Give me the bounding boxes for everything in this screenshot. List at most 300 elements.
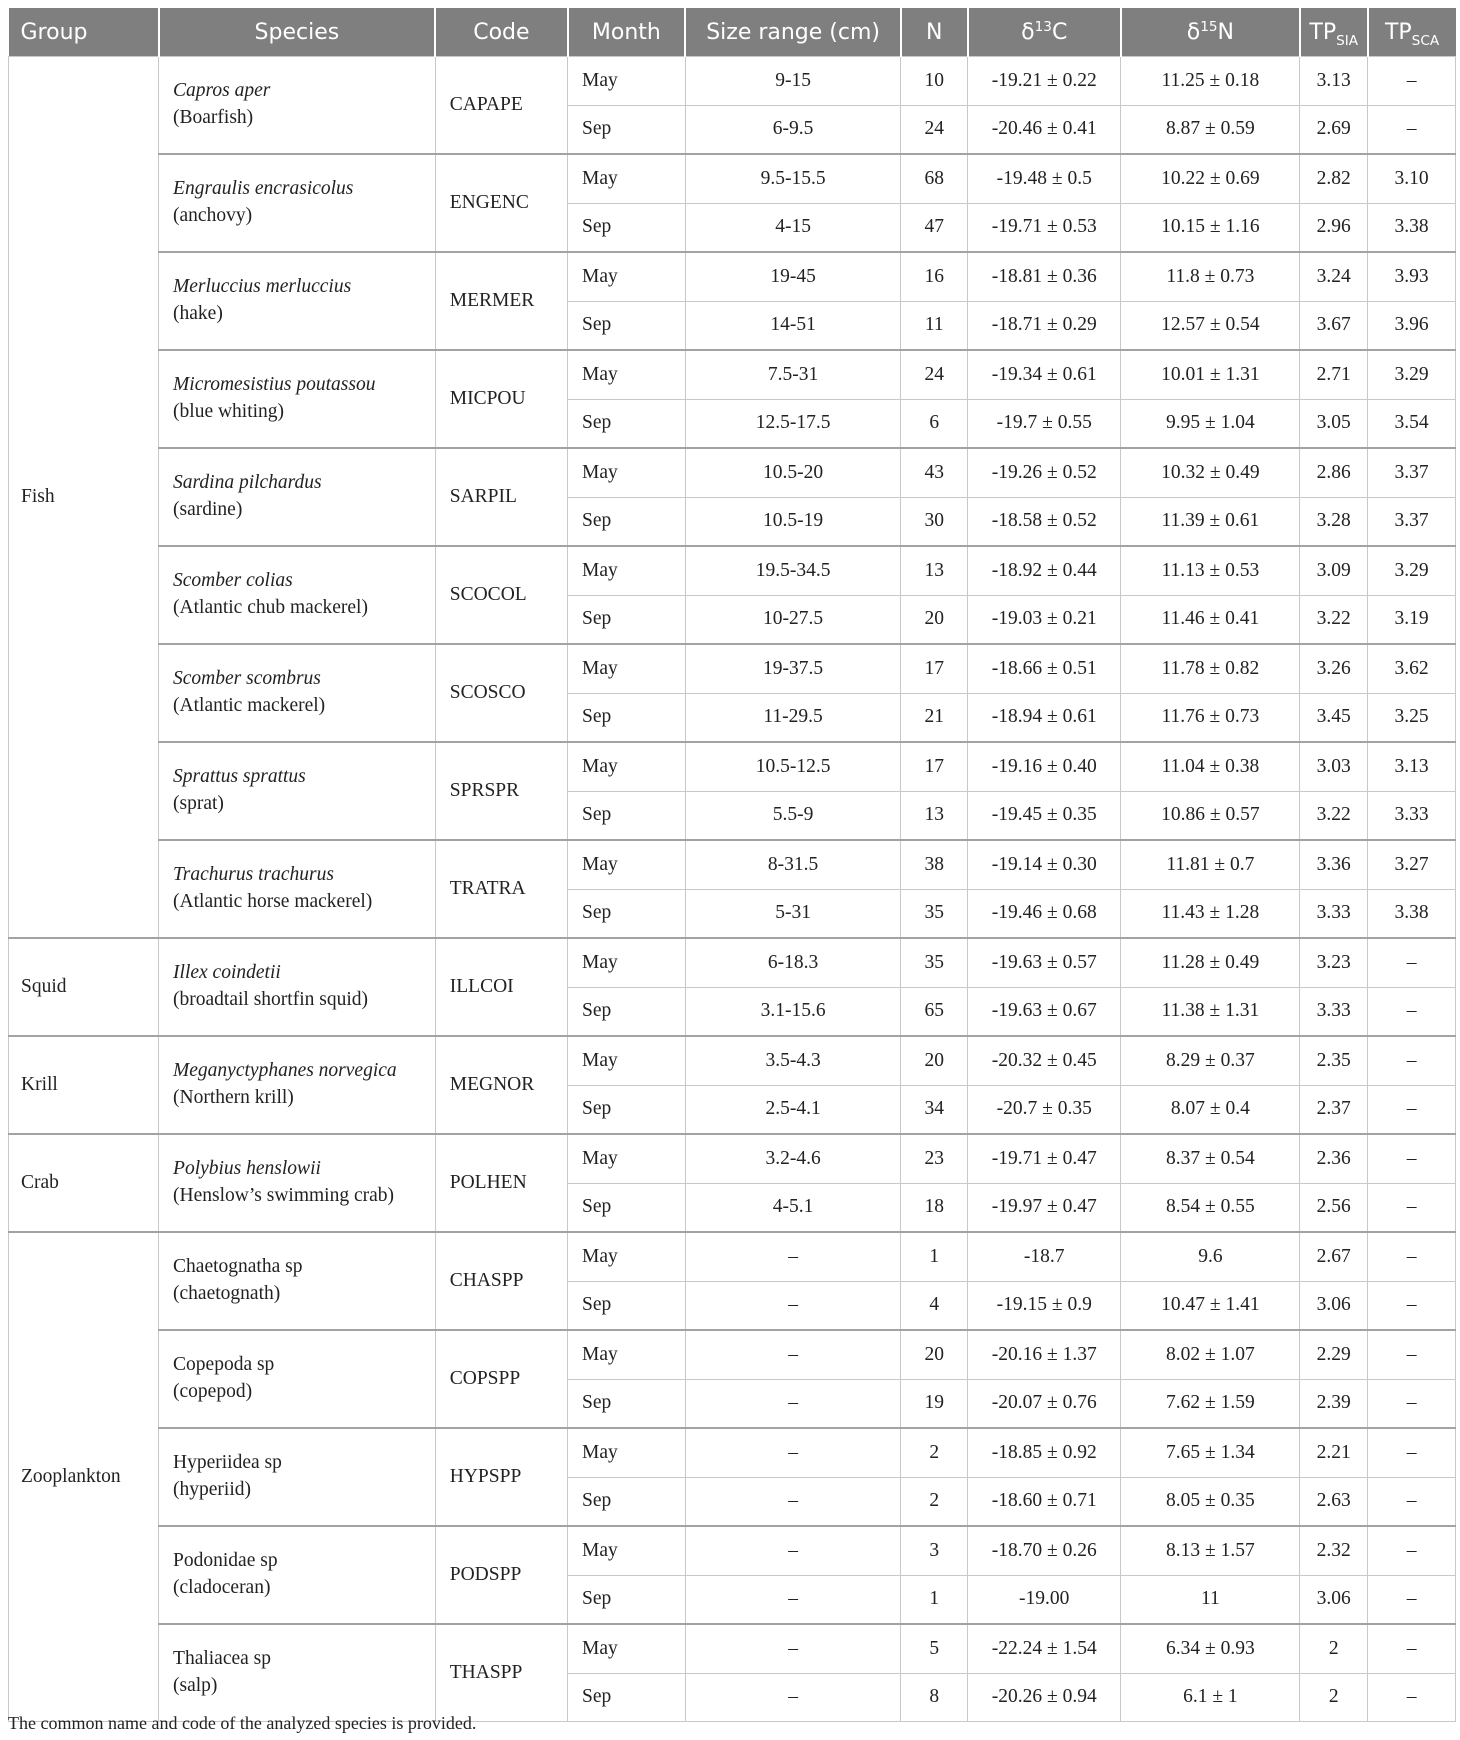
species-cell [159, 57, 436, 155]
tp-sca-cell: – [1368, 1379, 1456, 1428]
tp-sia-cell: 2.37 [1300, 1085, 1368, 1134]
tp-sca-cell: 3.25 [1368, 693, 1456, 742]
d15n-cell: 11.25 ± 0.18 [1121, 57, 1300, 106]
header-code: Code [435, 8, 567, 57]
species-scientific-name: Merluccius merluccius [173, 276, 352, 298]
month-cell: Sep [568, 399, 686, 448]
species-cell [159, 644, 436, 742]
size-range-cell: – [685, 1379, 901, 1428]
n-cell: 24 [901, 350, 968, 399]
tp-sia-cell: 3.23 [1300, 938, 1368, 987]
tp-sia-cell: 3.26 [1300, 644, 1368, 693]
header-d13c: $\delta^{13}C$ [968, 8, 1121, 57]
species-cell [159, 1428, 436, 1526]
d13c-cell: -19.14 ± 0.30 [968, 840, 1121, 889]
size-range-cell: 19-45 [685, 252, 901, 301]
code-cell: MERMER [435, 252, 567, 350]
n-cell: 35 [901, 889, 968, 938]
tp-sca-cell: – [1368, 1526, 1456, 1575]
species-cell [159, 154, 436, 252]
size-range-cell: 3.1-15.6 [685, 987, 901, 1036]
tp-sca-cell: 3.29 [1368, 350, 1456, 399]
month-cell: Sep [568, 1183, 686, 1232]
d15n-cell: 11.43 ± 1.28 [1121, 889, 1300, 938]
tp-sia-cell: 2.96 [1300, 203, 1368, 252]
d15n-cell: 11.46 ± 0.41 [1121, 595, 1300, 644]
code-cell: SCOSCO [435, 644, 567, 742]
code-cell: PODSPP [435, 1526, 567, 1624]
d15n-cell: 8.05 ± 0.35 [1121, 1477, 1300, 1526]
month-cell: May [568, 350, 686, 399]
header-tp-sia: $TP_{SIA}$ [1300, 8, 1368, 57]
tp-sia-cell: 3.06 [1300, 1575, 1368, 1624]
d15n-cell: 11.13 ± 0.53 [1121, 546, 1300, 595]
d13c-cell: -19.48 ± 0.5 [968, 154, 1121, 203]
tp-sia-cell: 2.39 [1300, 1379, 1368, 1428]
species-cell [159, 1526, 436, 1624]
tp-sca-cell: 3.37 [1368, 497, 1456, 546]
species-cell [159, 938, 436, 1036]
month-cell: May [568, 644, 686, 693]
species-scientific-name: Podonidae sp [173, 1550, 278, 1572]
d15n-cell: 8.07 ± 0.4 [1121, 1085, 1300, 1134]
species-scientific-name: Polybius henslowii [173, 1158, 321, 1180]
size-range-cell: 5-31 [685, 889, 901, 938]
d13c-cell: -22.24 ± 1.54 [968, 1624, 1121, 1673]
species-scientific-name: Capros aper [173, 80, 271, 102]
group-cell: Crab [9, 1134, 159, 1232]
species-cell [159, 840, 436, 938]
species-scientific-name: Copepoda sp [173, 1354, 275, 1376]
species-common-name: (hyperiid) [173, 1479, 252, 1500]
size-range-cell: 19-37.5 [685, 644, 901, 693]
tp-sia-cell: 2.56 [1300, 1183, 1368, 1232]
size-range-cell: 2.5-4.1 [685, 1085, 901, 1134]
species-cell [159, 546, 436, 644]
species-scientific-name: Scomber colias [173, 570, 293, 592]
d13c-cell: -19.46 ± 0.68 [968, 889, 1121, 938]
month-cell: May [568, 1232, 686, 1281]
size-range-cell: 10.5-19 [685, 497, 901, 546]
n-cell: 23 [901, 1134, 968, 1183]
size-range-cell: 9.5-15.5 [685, 154, 901, 203]
d15n-cell: 11.39 ± 0.61 [1121, 497, 1300, 546]
group-cell: Zooplankton [9, 1232, 159, 1722]
tp-sca-cell: 3.10 [1368, 154, 1456, 203]
table-row [9, 350, 1456, 399]
tp-sca-cell: 3.93 [1368, 252, 1456, 301]
species-common-name: (hake) [173, 303, 223, 324]
tp-sca-cell: – [1368, 938, 1456, 987]
species-scientific-name: Meganyctyphanes norvegica [173, 1060, 397, 1082]
d15n-cell: 9.6 [1121, 1232, 1300, 1281]
d13c-cell: -19.34 ± 0.61 [968, 350, 1121, 399]
n-cell: 20 [901, 1330, 968, 1379]
month-cell: Sep [568, 987, 686, 1036]
d13c-cell: -18.70 ± 0.26 [968, 1526, 1121, 1575]
tp-sca-cell: 3.29 [1368, 546, 1456, 595]
tp-sia-cell: 2.32 [1300, 1526, 1368, 1575]
species-cell [159, 742, 436, 840]
tp-sia-cell: 2.21 [1300, 1428, 1368, 1477]
d13c-cell: -19.97 ± 0.47 [968, 1183, 1121, 1232]
d15n-cell: 11 [1121, 1575, 1300, 1624]
table-row [9, 1134, 1456, 1183]
tp-sca-cell: 3.96 [1368, 301, 1456, 350]
tp-sca-cell: – [1368, 1232, 1456, 1281]
species-common-name: (Atlantic mackerel) [173, 695, 326, 716]
month-cell: Sep [568, 203, 686, 252]
tp-sca-cell: – [1368, 57, 1456, 106]
tp-sca-cell: – [1368, 1673, 1456, 1722]
tp-sca-cell: – [1368, 1281, 1456, 1330]
tp-sia-cell: 2.35 [1300, 1036, 1368, 1085]
d15n-cell: 8.02 ± 1.07 [1121, 1330, 1300, 1379]
month-cell: May [568, 546, 686, 595]
n-cell: 4 [901, 1281, 968, 1330]
month-cell: Sep [568, 1575, 686, 1624]
table-footnote: The common name and code of the analyzed species is provided. [8, 1713, 477, 1733]
size-range-cell: – [685, 1330, 901, 1379]
size-range-cell: 10.5-20 [685, 448, 901, 497]
code-cell: HYPSPP [435, 1428, 567, 1526]
table-row [9, 840, 1456, 889]
tp-sca-cell: 3.13 [1368, 742, 1456, 791]
species-scientific-name: Chaetognatha sp [173, 1256, 303, 1278]
species-common-name: (sprat) [173, 793, 224, 814]
size-range-cell: 10.5-12.5 [685, 742, 901, 791]
tp-sia-cell: 2.67 [1300, 1232, 1368, 1281]
code-cell: SARPIL [435, 448, 567, 546]
d13c-cell: -19.16 ± 0.40 [968, 742, 1121, 791]
tp-sia-cell: 3.03 [1300, 742, 1368, 791]
tp-sia-cell: 2.29 [1300, 1330, 1368, 1379]
d13c-cell: -19.71 ± 0.53 [968, 203, 1121, 252]
d13c-cell: -18.94 ± 0.61 [968, 693, 1121, 742]
size-range-cell: 3.2-4.6 [685, 1134, 901, 1183]
size-range-cell: – [685, 1624, 901, 1673]
table-row [9, 1526, 1456, 1575]
table-row [9, 154, 1456, 203]
size-range-cell: – [685, 1526, 901, 1575]
month-cell: May [568, 57, 686, 106]
size-range-cell: – [685, 1575, 901, 1624]
header-size-range: Size range (cm) [685, 8, 901, 57]
size-range-cell: – [685, 1428, 901, 1477]
d15n-cell: 11.8 ± 0.73 [1121, 252, 1300, 301]
species-scientific-name: Thaliacea sp [173, 1648, 272, 1670]
d15n-cell: 11.81 ± 0.7 [1121, 840, 1300, 889]
d13c-cell: -18.92 ± 0.44 [968, 546, 1121, 595]
d13c-cell: -18.81 ± 0.36 [968, 252, 1121, 301]
species-scientific-name: Trachurus trachurus [173, 864, 334, 886]
tp-sca-cell: – [1368, 105, 1456, 154]
n-cell: 13 [901, 791, 968, 840]
d13c-cell: -18.60 ± 0.71 [968, 1477, 1121, 1526]
d13c-cell: -19.21 ± 0.22 [968, 57, 1121, 106]
size-range-cell: – [685, 1281, 901, 1330]
month-cell: Sep [568, 1477, 686, 1526]
species-common-name: (Northern krill) [173, 1087, 294, 1108]
d13c-cell: -18.66 ± 0.51 [968, 644, 1121, 693]
tp-sia-cell: 3.33 [1300, 889, 1368, 938]
code-cell: ILLCOI [435, 938, 567, 1036]
species-cell [159, 1134, 436, 1232]
species-scientific-name: Sprattus sprattus [173, 766, 306, 788]
d13c-cell: -19.63 ± 0.57 [968, 938, 1121, 987]
d15n-cell: 8.29 ± 0.37 [1121, 1036, 1300, 1085]
d15n-cell: 7.62 ± 1.59 [1121, 1379, 1300, 1428]
table-row [9, 742, 1456, 791]
species-common-name: (anchovy) [173, 205, 253, 226]
month-cell: May [568, 1526, 686, 1575]
species-cell [159, 1232, 436, 1330]
tp-sia-cell: 2.69 [1300, 105, 1368, 154]
d13c-cell: -20.46 ± 0.41 [968, 105, 1121, 154]
d15n-cell: 8.13 ± 1.57 [1121, 1526, 1300, 1575]
month-cell: May [568, 448, 686, 497]
tp-sca-cell: – [1368, 987, 1456, 1036]
code-cell: CAPAPE [435, 57, 567, 155]
month-cell: Sep [568, 1673, 686, 1722]
header-n: N [901, 8, 968, 57]
n-cell: 8 [901, 1673, 968, 1722]
tp-sca-cell: – [1368, 1477, 1456, 1526]
size-range-cell: 7.5-31 [685, 350, 901, 399]
code-cell: MICPOU [435, 350, 567, 448]
d13c-cell: -18.7 [968, 1232, 1121, 1281]
species-cell [159, 448, 436, 546]
n-cell: 2 [901, 1428, 968, 1477]
species-cell [159, 1624, 436, 1722]
n-cell: 1 [901, 1232, 968, 1281]
n-cell: 19 [901, 1379, 968, 1428]
month-cell: May [568, 1134, 686, 1183]
code-cell: POLHEN [435, 1134, 567, 1232]
month-cell: May [568, 742, 686, 791]
tp-sca-cell: 3.38 [1368, 889, 1456, 938]
n-cell: 10 [901, 57, 968, 106]
n-cell: 5 [901, 1624, 968, 1673]
month-cell: Sep [568, 791, 686, 840]
species-common-name: (sardine) [173, 499, 243, 520]
tp-sia-cell: 2.82 [1300, 154, 1368, 203]
species-common-name: (blue whiting) [173, 401, 285, 422]
size-range-cell: 8-31.5 [685, 840, 901, 889]
tp-sca-cell: – [1368, 1624, 1456, 1673]
d13c-cell: -19.45 ± 0.35 [968, 791, 1121, 840]
header-d15n: $\delta^{15}N$ [1121, 8, 1300, 57]
size-range-cell: – [685, 1673, 901, 1722]
month-cell: Sep [568, 497, 686, 546]
n-cell: 2 [901, 1477, 968, 1526]
d15n-cell: 10.01 ± 1.31 [1121, 350, 1300, 399]
code-cell: ENGENC [435, 154, 567, 252]
group-cell: Squid [9, 938, 159, 1036]
species-common-name: (cladoceran) [173, 1577, 271, 1598]
tp-sca-cell: – [1368, 1428, 1456, 1477]
n-cell: 1 [901, 1575, 968, 1624]
species-common-name: (Henslow’s swimming crab) [173, 1185, 394, 1206]
month-cell: May [568, 154, 686, 203]
size-range-cell: 4-5.1 [685, 1183, 901, 1232]
d15n-cell: 11.04 ± 0.38 [1121, 742, 1300, 791]
d15n-cell: 7.65 ± 1.34 [1121, 1428, 1300, 1477]
n-cell: 43 [901, 448, 968, 497]
d13c-cell: -20.7 ± 0.35 [968, 1085, 1121, 1134]
d15n-cell: 10.86 ± 0.57 [1121, 791, 1300, 840]
n-cell: 16 [901, 252, 968, 301]
d15n-cell: 9.95 ± 1.04 [1121, 399, 1300, 448]
size-range-cell: 6-18.3 [685, 938, 901, 987]
tp-sia-cell: 3.09 [1300, 546, 1368, 595]
tp-sia-cell: 3.06 [1300, 1281, 1368, 1330]
d15n-cell: 11.28 ± 0.49 [1121, 938, 1300, 987]
tp-sia-cell: 2 [1300, 1624, 1368, 1673]
d13c-cell: -20.26 ± 0.94 [968, 1673, 1121, 1722]
tp-sca-cell: – [1368, 1134, 1456, 1183]
table-row [9, 57, 1456, 106]
n-cell: 35 [901, 938, 968, 987]
size-range-cell: 9-15 [685, 57, 901, 106]
n-cell: 38 [901, 840, 968, 889]
code-cell: CHASPP [435, 1232, 567, 1330]
size-range-cell: 4-15 [685, 203, 901, 252]
tp-sia-cell: 3.45 [1300, 693, 1368, 742]
month-cell: May [568, 1428, 686, 1477]
n-cell: 6 [901, 399, 968, 448]
size-range-cell: 6-9.5 [685, 105, 901, 154]
group-cell: Fish [9, 57, 159, 939]
table-body [9, 57, 1456, 1722]
month-cell: Sep [568, 1281, 686, 1330]
n-cell: 68 [901, 154, 968, 203]
tp-sia-cell: 2 [1300, 1673, 1368, 1722]
table-row [9, 938, 1456, 987]
month-cell: Sep [568, 105, 686, 154]
code-cell: COPSPP [435, 1330, 567, 1428]
code-cell: THASPP [435, 1624, 567, 1722]
tp-sca-cell: 3.37 [1368, 448, 1456, 497]
n-cell: 47 [901, 203, 968, 252]
species-table-container [8, 8, 1456, 1722]
tp-sia-cell: 2.71 [1300, 350, 1368, 399]
size-range-cell: 5.5-9 [685, 791, 901, 840]
tp-sia-cell: 2.63 [1300, 1477, 1368, 1526]
size-range-cell: 10-27.5 [685, 595, 901, 644]
tp-sca-cell: – [1368, 1085, 1456, 1134]
n-cell: 21 [901, 693, 968, 742]
d13c-cell: -18.85 ± 0.92 [968, 1428, 1121, 1477]
month-cell: Sep [568, 889, 686, 938]
d15n-cell: 10.47 ± 1.41 [1121, 1281, 1300, 1330]
size-range-cell: 14-51 [685, 301, 901, 350]
species-cell [159, 1330, 436, 1428]
n-cell: 13 [901, 546, 968, 595]
table-row [9, 644, 1456, 693]
tp-sca-cell: 3.54 [1368, 399, 1456, 448]
d13c-cell: -19.03 ± 0.21 [968, 595, 1121, 644]
tp-sia-cell: 3.36 [1300, 840, 1368, 889]
header-row [9, 8, 1456, 57]
tp-sia-cell: 3.13 [1300, 57, 1368, 106]
d15n-cell: 6.34 ± 0.93 [1121, 1624, 1300, 1673]
month-cell: Sep [568, 1085, 686, 1134]
header-month: Month [568, 8, 686, 57]
header-group: Group [9, 8, 159, 57]
species-scientific-name: Micromesistius poutassou [173, 374, 376, 396]
n-cell: 18 [901, 1183, 968, 1232]
month-cell: May [568, 1330, 686, 1379]
n-cell: 65 [901, 987, 968, 1036]
d15n-cell: 11.78 ± 0.82 [1121, 644, 1300, 693]
d13c-cell: -20.16 ± 1.37 [968, 1330, 1121, 1379]
table-row [9, 1330, 1456, 1379]
table-row [9, 1036, 1456, 1085]
code-cell: TRATRA [435, 840, 567, 938]
tp-sia-cell: 3.22 [1300, 595, 1368, 644]
size-range-cell: 19.5-34.5 [685, 546, 901, 595]
n-cell: 17 [901, 742, 968, 791]
header-tp-sca: $TP_{SCA}$ [1368, 8, 1456, 57]
d13c-cell: -19.00 [968, 1575, 1121, 1624]
species-common-name: (salp) [173, 1675, 218, 1696]
species-scientific-name: Hyperiidea sp [173, 1452, 282, 1474]
d15n-cell: 6.1 ± 1 [1121, 1673, 1300, 1722]
species-scientific-name: Illex coindetii [173, 962, 281, 984]
table-row [9, 546, 1456, 595]
table-row [9, 448, 1456, 497]
species-common-name: (broadtail shortfin squid) [173, 989, 368, 1010]
table-row [9, 1428, 1456, 1477]
month-cell: May [568, 840, 686, 889]
n-cell: 20 [901, 595, 968, 644]
d13c-cell: -20.32 ± 0.45 [968, 1036, 1121, 1085]
d13c-cell: -19.15 ± 0.9 [968, 1281, 1121, 1330]
n-cell: 24 [901, 105, 968, 154]
d13c-cell: -20.07 ± 0.76 [968, 1379, 1121, 1428]
table-row [9, 252, 1456, 301]
species-scientific-name: Scomber scombrus [173, 668, 321, 690]
d13c-cell: -19.63 ± 0.67 [968, 987, 1121, 1036]
species-cell [159, 252, 436, 350]
month-cell: May [568, 252, 686, 301]
group-cell: Krill [9, 1036, 159, 1134]
tp-sia-cell: 2.86 [1300, 448, 1368, 497]
d15n-cell: 11.76 ± 0.73 [1121, 693, 1300, 742]
code-cell: SPRSPR [435, 742, 567, 840]
d15n-cell: 8.87 ± 0.59 [1121, 105, 1300, 154]
species-scientific-name: Sardina pilchardus [173, 472, 322, 494]
tp-sca-cell: 3.38 [1368, 203, 1456, 252]
tp-sia-cell: 3.33 [1300, 987, 1368, 1036]
code-cell: MEGNOR [435, 1036, 567, 1134]
d13c-cell: -19.71 ± 0.47 [968, 1134, 1121, 1183]
size-range-cell: 11-29.5 [685, 693, 901, 742]
size-range-cell: – [685, 1232, 901, 1281]
tp-sca-cell: 3.62 [1368, 644, 1456, 693]
table-row [9, 1624, 1456, 1673]
d13c-cell: -18.58 ± 0.52 [968, 497, 1121, 546]
month-cell: Sep [568, 1379, 686, 1428]
species-common-name: (Boarfish) [173, 107, 254, 128]
n-cell: 20 [901, 1036, 968, 1085]
tp-sca-cell: – [1368, 1575, 1456, 1624]
month-cell: Sep [568, 693, 686, 742]
tp-sca-cell: 3.27 [1368, 840, 1456, 889]
species-cell [159, 350, 436, 448]
species-isotope-table [8, 8, 1456, 1722]
